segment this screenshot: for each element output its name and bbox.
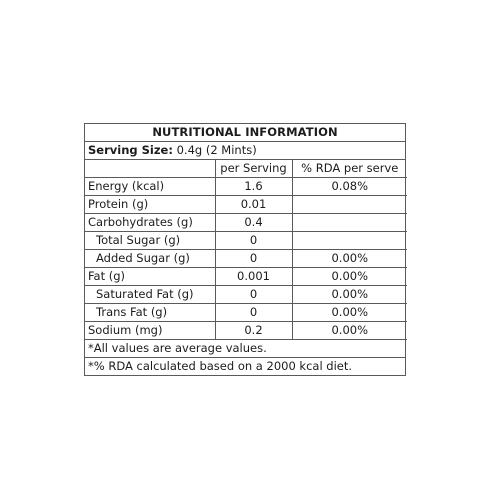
nutrient-name: Trans Fat (g) xyxy=(85,304,215,322)
table-row xyxy=(85,286,407,304)
per-serving-value: 0.01 xyxy=(215,196,292,214)
rda-value xyxy=(292,214,407,232)
header-nutrient xyxy=(85,160,215,178)
table-row xyxy=(85,268,407,286)
serving-size xyxy=(85,142,405,160)
nutrient-name: Sodium (mg) xyxy=(85,322,215,340)
rda-value: 0.00% xyxy=(292,304,407,322)
per-serving-value: 1.6 xyxy=(215,178,292,196)
table-row xyxy=(85,214,407,232)
panel-title: NUTRITIONAL INFORMATION xyxy=(85,124,405,142)
table-row xyxy=(85,178,407,196)
nutrient-name: Saturated Fat (g) xyxy=(85,286,215,304)
nutrient-table xyxy=(85,160,407,340)
per-serving-value: 0.4 xyxy=(215,214,292,232)
rda-value: 0.08% xyxy=(292,178,407,196)
footnote-rda-basis: *% RDA calculated based on a 2000 kcal diet. xyxy=(88,359,353,373)
table-row xyxy=(85,322,407,340)
table-row xyxy=(85,250,407,268)
footnote-average-values: *All values are average values. xyxy=(85,340,405,358)
per-serving-value: 0 xyxy=(215,304,292,322)
per-serving-value: 0.001 xyxy=(215,268,292,286)
per-serving-value: 0 xyxy=(215,286,292,304)
nutrition-panel xyxy=(84,123,406,376)
header-per-serving: per Serving xyxy=(215,160,292,178)
rda-value xyxy=(292,232,407,250)
table-row xyxy=(85,232,407,250)
nutrient-name: Protein (g) xyxy=(85,196,215,214)
per-serving-value: 0 xyxy=(215,250,292,268)
rda-value: 0.00% xyxy=(292,250,407,268)
nutrient-name: Total Sugar (g) xyxy=(85,232,215,250)
nutrient-name: Fat (g) xyxy=(85,268,215,286)
nutrient-name: Added Sugar (g) xyxy=(85,250,215,268)
table-header-row xyxy=(85,160,407,178)
nutrient-name: Energy (kcal) xyxy=(85,178,215,196)
serving-size-label: Serving Size: xyxy=(88,143,173,157)
rda-value: 0.00% xyxy=(292,286,407,304)
rda-value: 0.00% xyxy=(292,322,407,340)
rda-value: 0.00% xyxy=(292,268,407,286)
per-serving-value: 0 xyxy=(215,232,292,250)
per-serving-value: 0.2 xyxy=(215,322,292,340)
table-row xyxy=(85,304,407,322)
table-row xyxy=(85,196,407,214)
header-rda: % RDA per serve xyxy=(292,160,407,178)
nutrient-name: Carbohydrates (g) xyxy=(85,214,215,232)
serving-size-value: 0.4g (2 Mints) xyxy=(176,143,257,157)
rda-value xyxy=(292,196,407,214)
